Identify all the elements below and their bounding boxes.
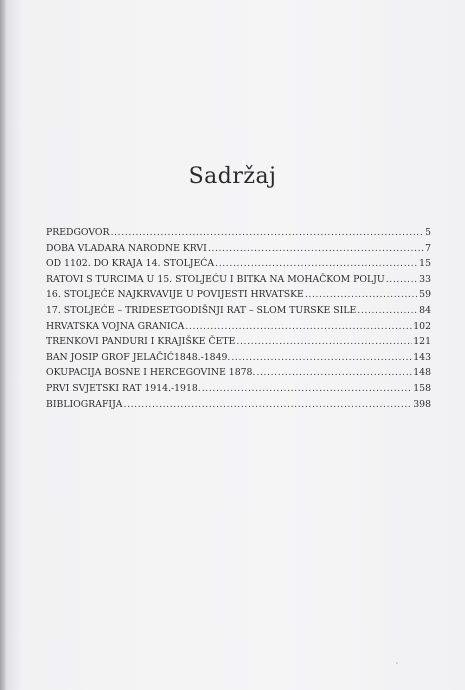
toc-entry-title: TRENKOVI PANDURI I KRAJIŠKE ČETE: [46, 336, 236, 348]
toc-entry: [46, 321, 431, 337]
toc-entry-page: 59: [419, 289, 431, 301]
toc-entry-title: DOBA VLADARA NARODNE KRVI: [46, 242, 207, 254]
toc-entry-title: RATOVI S TURCIMA U 15. STOLJEĆU I BITKA NA MOHAČKOM POLJU: [46, 273, 385, 285]
toc-entry-title: BIBLIOGRAFIJA: [46, 398, 123, 410]
toc-entry-title: BAN JOSIP GROF JELAČIĆ1848.-1849.: [46, 351, 231, 363]
toc-entry: [46, 383, 431, 399]
leader-dots: [185, 321, 412, 332]
leader-dots: [256, 367, 412, 378]
toc-entry-page: 102: [413, 320, 431, 332]
toc-entry-title: PRVI SVJETSKI RAT 1914.-1918.: [46, 382, 201, 394]
leader-dots: [236, 336, 412, 347]
leader-dots: [111, 227, 425, 238]
toc-entry: [46, 352, 431, 368]
toc-entry-title: PREDGOVOR: [46, 227, 110, 238]
toc-entry-title: 16. STOLJEĆE NAJKRVAVIJE U POVIJESTI HRVATSKE: [46, 289, 304, 301]
toc-entry-page: 33: [419, 273, 431, 285]
leader-dots: [357, 305, 418, 316]
leader-dots: [208, 243, 424, 254]
toc-entry-page: 15: [419, 258, 431, 270]
toc-entry-page: 158: [413, 382, 431, 394]
page-title: Sadržaj: [188, 164, 277, 189]
toc-entry: [46, 367, 431, 383]
toc-entry-title: 17. STOLJEĆE – TRIDESETGODIŠNJI RAT – SLOM TURSKE SILE: [46, 304, 357, 316]
toc-entry-page: 84: [419, 304, 431, 316]
toc-entry-page: 148: [413, 367, 431, 379]
toc-entry-page: 121: [413, 336, 431, 348]
leader-dots: [124, 399, 413, 410]
leader-dots: [215, 258, 418, 269]
toc-entry-page: 398: [413, 398, 431, 410]
toc-entry-title: OD 1102. DO KRAJA 14. STOLJEĆA: [46, 258, 215, 270]
page-binding-shadow: [0, 0, 6, 690]
toc-entry-page: 5: [425, 227, 431, 238]
paper-speck: [396, 662, 398, 664]
toc-entry-title: HRVATSKA VOJNA GRANICA: [46, 320, 185, 332]
leader-dots: [305, 289, 418, 300]
leader-dots: [231, 352, 412, 363]
toc-entry-title: OKUPACIJA BOSNE I HERCEGOVINE 1878.: [46, 367, 256, 379]
toc-entry: [46, 289, 431, 305]
toc-entry-page: 143: [413, 351, 431, 363]
toc-entry-page: 7: [425, 242, 431, 254]
toc-entry: [46, 399, 431, 415]
leader-dots: [202, 383, 413, 394]
leader-dots: [386, 274, 418, 285]
toc-entry: [46, 243, 431, 259]
table-of-contents: [46, 227, 431, 414]
toc-entry: [46, 258, 431, 274]
toc-entry: [46, 274, 431, 290]
toc-entry: [46, 336, 431, 352]
toc-entry: [46, 305, 431, 321]
toc-entry: [46, 227, 431, 243]
